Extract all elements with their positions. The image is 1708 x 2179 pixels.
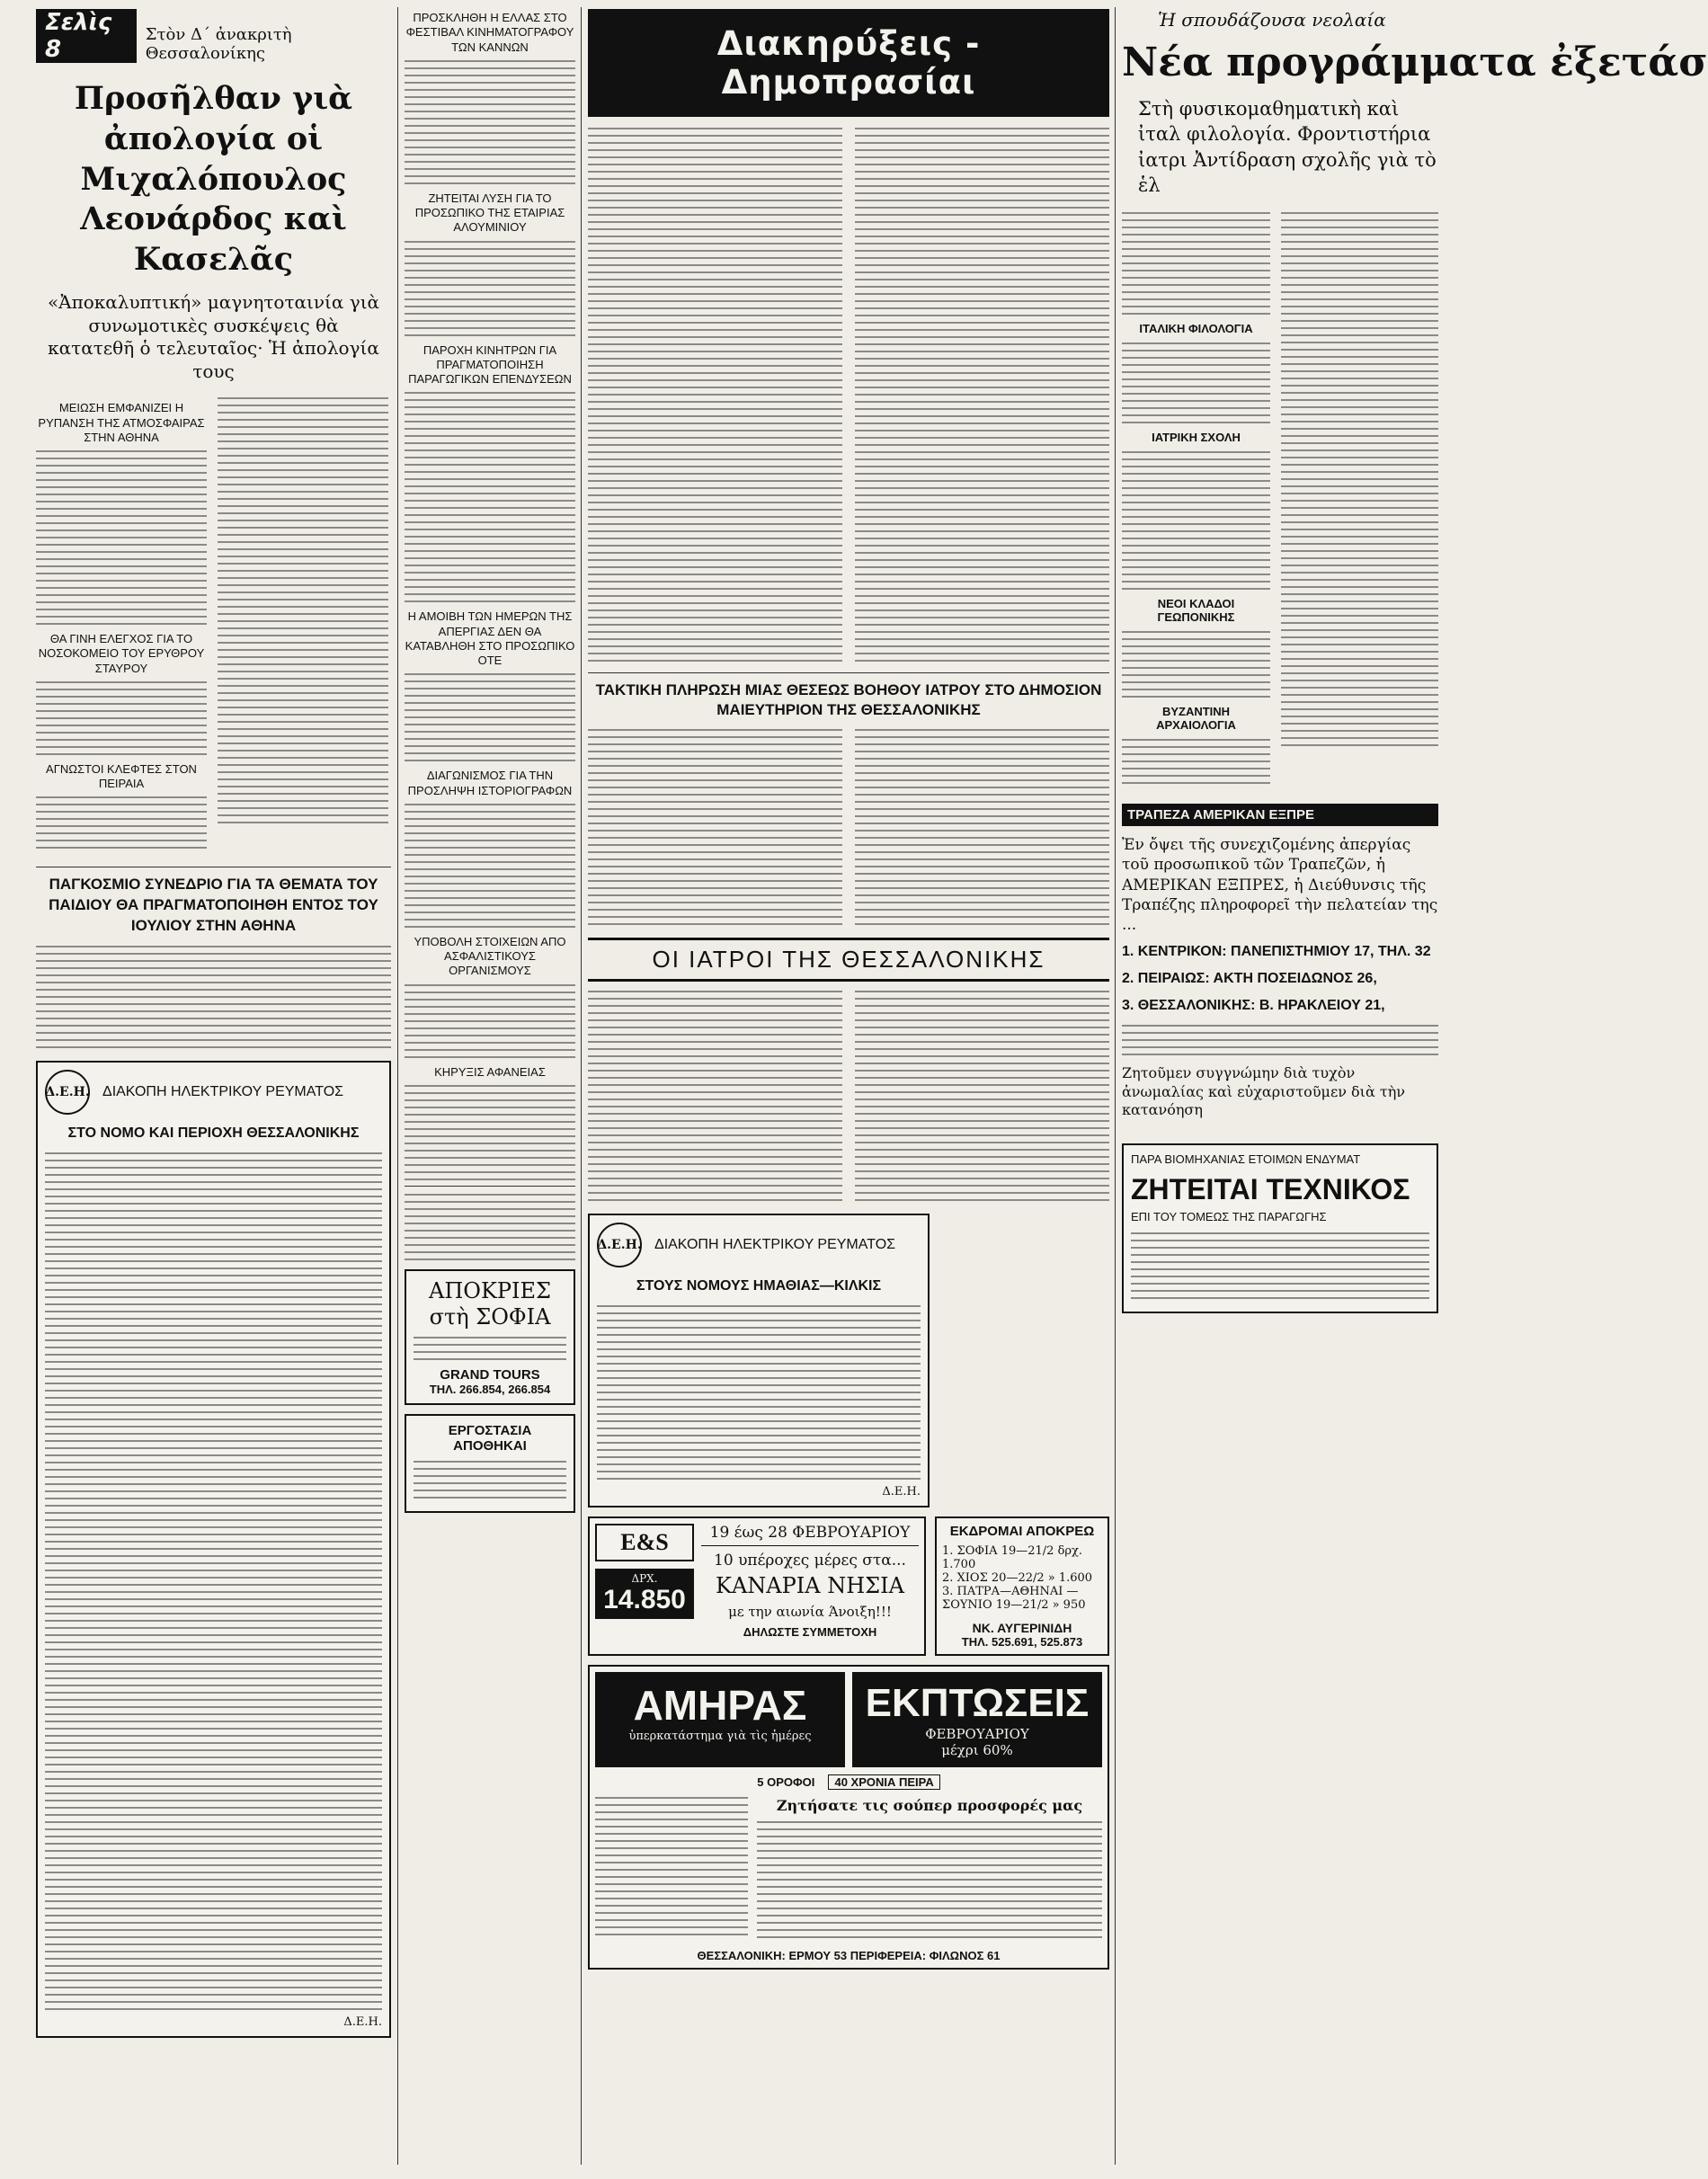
right-headline: Νέα προγράμματα ἐξετάσ <box>1122 40 1708 85</box>
brief-title: ΑΓΝΩΣΤΟΙ ΚΛΕΦΤΕΣ ΣΤΟΝ ΠΕΙΡΑΙΑ <box>46 761 197 791</box>
brief-body <box>36 450 207 625</box>
brief-title: ΠΡΟΣΚΛΗΘΗ Η ΕΛΛΑΣ ΣΤΟ ΦΕΣΤΙΒΑΛ ΚΙΝΗΜΑΤΟΓΡΑΦΟΥ ΤΩΝ ΚΑΝΝΩΝ <box>405 11 574 54</box>
excursion-item: 2. ΧΙΟΣ 20—22/2 » 1.600 <box>942 1571 1093 1586</box>
doctors-banner: ΟΙ ΙΑΤΡΟΙ ΤΗΣ ΘΕΣΣΑΛΟΝΙΚΗΣ <box>588 938 1109 982</box>
lead-headline: Προσῆλθαν γιὰ ἀπολογία οἱ Μιχαλόπουλος Λεονάρδος καὶ Κασελᾶς <box>74 80 353 279</box>
brief-body <box>405 241 575 336</box>
bank-body <box>1122 1025 1438 1055</box>
brief-body <box>405 1085 575 1180</box>
brief-body <box>405 60 575 184</box>
amiras-floors: 5 ΟΡΟΦΟΙ <box>757 1775 815 1790</box>
right-subhead: Στὴ φυσικομαθηματικὴ καὶ ἰταλ φιλολογία. Φροντιστήρια ἰατρι Ἀντίδραση σχολῆς γιὰ τὸ ἑλ <box>1138 98 1437 197</box>
brief-title: ΔΙΑΓΩΝΙΣΜΟΣ ΓΙΑ ΤΗΝ ΠΡΟΣΛΗΨΗ ΙΣΤΟΡΙΟΓΡΑΦΩΝ <box>407 769 573 797</box>
bank-branch: 3. ΘΕΣΣΑΛΟΝΙΚΗΣ: Β. ΗΡΑΚΛΕΙΟΥ 21, <box>1122 997 1385 1013</box>
left-column <box>36 9 391 2171</box>
notice-title: ΣΤΟΥΣ ΝΟΜΟΥΣ ΗΜΑΘΙΑΣ—ΚΙΛΚΙΣ <box>636 1278 882 1294</box>
classifieds-banner: Διακηρύξεις - Δημοπρασίαι <box>588 9 1109 117</box>
technician-title: ΖΗΤΕΙΤΑΙ ΤΕΧΝΙΚΟΣ <box>1131 1173 1410 1206</box>
brief-body <box>405 804 575 928</box>
bank-branch: 1. ΚΕΝΤΡΙΚΟΝ: ΠΑΝΕΠΙΣΤΗΜΙΟΥ 17, ΤΗΛ. 32 <box>1122 943 1431 959</box>
middle-left-column <box>405 9 575 2171</box>
technician-ad <box>1122 1143 1438 1313</box>
technician-kicker: ΠΑΡΑ ΒΙΟΜΗΧΑΝΙΑΣ ΕΤΟΙΜΩΝ ΕΝΔΥΜΑΤ <box>1131 1152 1361 1167</box>
exam-body <box>1122 342 1270 423</box>
exam-body <box>1122 631 1270 698</box>
notice-org: ΔΙΑΚΟΠΗ ΗΛΕΚΤΡΙΚΟΥ ΡΕΥΜΑΤΟΣ <box>102 1084 344 1100</box>
midwife-body <box>588 729 842 930</box>
es-logo-icon: E&S <box>595 1524 694 1561</box>
canary-note: ΔΗΛΩΣΤΕ ΣΥΜΜΕΤΟΧΗ <box>743 1625 877 1640</box>
apokries-title: ΑΠΟΚΡΙΕΣ στὴ ΣΟΦΙΑ <box>429 1277 551 1330</box>
tenders-column <box>588 128 842 667</box>
brief-title: ΘΑ ΓΙΝΗ ΕΛΕΓΧΟΣ ΓΙΑ ΤΟ ΝΟΣΟΚΟΜΕΙΟ ΤΟΥ ΕΡΥΘΡΟΥ ΣΤΑΥΡΟΥ <box>38 632 205 675</box>
section-heading: ΙΤΑΛΙΚΗ ΦΙΛΟΛΟΓΙΑ <box>1139 322 1253 336</box>
sale-upto: μέχρι 60% <box>941 1742 1013 1759</box>
top-line: Στὸν Δ΄ ἀνακριτὴ Θεσσαλονίκης <box>145 25 292 63</box>
sale-title: ΕΚΠΤΩΣΕΙΣ <box>865 1681 1090 1726</box>
brief-title: Η ΑΜΟΙΒΗ ΤΩΝ ΗΜΕΡΩΝ ΤΗΣ ΑΠΕΡΓΙΑΣ ΔΕΝ ΘΑ ΚΑΤΑΒΛΗΘΗ ΣΤΟ ΠΡΟΣΩΠΙΚΟ ΟΤΕ <box>405 609 575 667</box>
doctors-list <box>855 991 1109 1206</box>
technician-sub: ΕΠΙ ΤΟΥ ΤΟΜΕΩΣ ΤΗΣ ΠΑΡΑΓΩΓΗΣ <box>1131 1210 1327 1224</box>
excursion-item: 3. ΠΑΤΡΑ—ΑΘΗΝΑΙ —ΣΟΥΝΙΟ 19—21/2 » 950 <box>942 1585 1086 1613</box>
brief-title: ΖΗΤΕΙΤΑΙ ΛΥΣΗ ΓΙΑ ΤΟ ΠΡΟΣΩΠΙΚΟ ΤΗΣ ΕΤΑΙΡΙΑΣ ΑΛΟΥΜΙΝΙΟΥ <box>414 191 565 235</box>
notice-signature: Δ.Ε.Η. <box>882 1485 921 1499</box>
lead-body <box>218 397 388 823</box>
notice-body <box>597 1305 921 1480</box>
excursions-tel: ΤΗΛ. 525.691, 525.873 <box>961 1635 1083 1650</box>
brief-title: ΜΕΙΩΣΗ ΕΜΦΑΝΙΖΕΙ Η ΡΥΠΑΝΣΗ ΤΗΣ ΑΤΜΟΣΦΑΙΡΑΣ ΣΤΗΝ ΑΘΗΝΑ <box>38 401 205 444</box>
amiras-address: ΘΕΣΣΑΛΟΝΙΚΗ: ΕΡΜΟΥ 53 ΠΕΡΙΦΕΡΕΙΑ: ΦΙΛΩΝΟΣ 61 <box>697 1949 1001 1963</box>
amiras-years: 40 ΧΡΟΝΙΑ ΠΕΙΡΑ <box>828 1774 939 1790</box>
brief-body <box>405 673 575 761</box>
bank-branch: 2. ΠΕΙΡΑΙΩΣ: ΑΚΤΗ ΠΟΣΕΙΔΩΝΟΣ 26, <box>1122 970 1377 986</box>
bank-intro: Ἐν ὄψει τῆς συνεχιζομένης ἀπεργίας τοῦ προσωπικοῦ τῶν Τραπεζῶν, ἡ ΑΜΕΡΙΚΑΝ ΕΞΠΡΕΣ, ἡ Διεύθυνσις τῆς Τραπέζης πληροφορεῖ τὴν πελατείαν της ... <box>1122 836 1438 934</box>
brief-body <box>36 681 207 755</box>
midwife-body <box>855 729 1109 930</box>
section-heading: ΝΕΟΙ ΚΛΑΔΟΙ ΓΕΩΠΟΝΙΚΗΣ <box>1157 597 1235 625</box>
tenders-column <box>855 128 1109 667</box>
congress-body <box>36 946 391 1048</box>
classified-block <box>405 1186 575 1260</box>
sale-month: ΦΕΒΡΟΥΑΡΙΟΥ <box>925 1726 1029 1743</box>
canary-islands-ad <box>588 1516 926 1656</box>
price: 14.850 <box>603 1585 686 1615</box>
price-label: ΔΡΧ. <box>631 1572 658 1586</box>
brief-title: ΠΑΡΟΧΗ ΚΙΝΗΤΡΩΝ ΓΙΑ ΠΡΑΓΜΑΤΟΠΟΙΗΣΗ ΠΑΡΑΓΩΓΙΚΩΝ ΕΠΕΝΔΥΣΕΩΝ <box>408 342 572 386</box>
doctors-list <box>588 991 842 1206</box>
canary-line3: με την αιωνία Άνοιξη!!! <box>728 1604 892 1621</box>
canary-line1: 10 υπέροχες μέρες στα... <box>714 1552 906 1570</box>
exam-body <box>1281 212 1438 789</box>
amiras-ad <box>588 1665 1109 1970</box>
apokries-ad <box>405 1269 575 1406</box>
right-column <box>1122 9 1708 2171</box>
lead-subhead: «Ἀποκαλυπτική» μαγνητοταινία γιὰ συνωμοτικὲς συσκέψεις θὰ κατατεθῆ ὁ τελευταῖος· Ἡ ἀπολογία τους <box>47 290 380 382</box>
brief-title: ΥΠΟΒΟΛΗ ΣΤΟΙΧΕΙΩΝ ΑΠΟ ΑΣΦΑΛΙΣΤΙΚΟΥΣ ΟΡΓΑΝΙΣΜΟΥΣ <box>414 934 566 978</box>
bank-outro: Ζητοῦμεν συγγνώμην διὰ τυχὸν ἀνωμαλίας καὶ εὐχαριστοῦμεν διὰ τὴν κατανόηση <box>1122 1063 1405 1119</box>
classifieds-section <box>588 9 1109 2171</box>
section-heading: ΙΑΤΡΙΚΗ ΣΧΟΛΗ <box>1152 431 1241 445</box>
page-label: Σελὶς 8 <box>36 9 137 63</box>
apokries-brand: GRAND TOURS <box>440 1367 540 1383</box>
departments-list <box>595 1797 748 1943</box>
exam-body <box>1122 739 1270 784</box>
amiras-search: Ζητήσατε τις σούπερ προσφορές μας <box>776 1797 1083 1815</box>
right-tag: Ἡ σπουδάζουσα νεολαία <box>1158 9 1386 31</box>
bank-banner: ΤΡΑΠΕΖΑ ΑΜΕΡΙΚΑΝ ΕΞΠΡΕ <box>1122 804 1438 826</box>
notice-body <box>45 1152 382 2010</box>
job-ad <box>405 1414 575 1513</box>
excursions-title: ΕΚΔΡΟΜΑΙ ΑΠΟΚΡΕΩ <box>949 1524 1095 1540</box>
excursions-ad <box>935 1516 1109 1656</box>
congress-headline: ΠΑΓΚΟΣΜΙΟ ΣΥΝΕΔΡΙΟ ΓΙΑ ΤΑ ΘΕΜΑΤΑ ΤΟΥ ΠΑΙΔΙΟΥ ΘΑ ΠΡΑΓΜΑΤΟΠΟΙΗΘΗ ΕΝΤΟΣ ΤΟΥ ΙΟΥΛΙΟΥ ΣΤΗΝ ΑΘΗΝΑ <box>36 867 391 937</box>
brief-body <box>36 796 207 849</box>
notice-title: ΣΤΟ ΝΟΜΟ ΚΑΙ ΠΕΡΙΟΧΗ ΘΕΣΣΑΛΟΝΙΚΗΣ <box>67 1125 360 1142</box>
excursions-agent: ΝΚ. ΑΥΓΕΡΙΝΙΔΗ <box>972 1621 1072 1636</box>
offers-list <box>757 1821 1102 1938</box>
power-outage-notice-imathia <box>588 1214 930 1508</box>
brief-title: ΚΗΡΥΞΙΣ ΑΦΑΝΕΙΑΣ <box>434 1064 546 1079</box>
dei-logo-icon: Δ.Ε.Η. <box>45 1070 90 1115</box>
amiras-subtitle: ὑπερκατάστημα γιὰ τὶς ἡμέρες <box>628 1730 812 1744</box>
exam-body <box>1122 451 1270 590</box>
technician-body <box>1131 1232 1429 1299</box>
dei-logo-icon: Δ.Ε.Η. <box>597 1223 642 1267</box>
apokries-tel: ΤΗΛ. 266.854, 266.854 <box>429 1383 551 1397</box>
amiras-brand: ΑΜΗΡΑΣ <box>633 1682 807 1730</box>
power-outage-notice <box>36 1061 391 2038</box>
brief-body <box>405 392 575 602</box>
canary-dates: 19 έως 28 ΦΕΒΡΟΥΑΡΙΟΥ <box>701 1524 919 1546</box>
midwife-headline: ΤΑΚΤΙΚΗ ΠΛΗΡΩΣΗ ΜΙΑΣ ΘΕΣΕΩΣ ΒΟΗΘΟΥ ΙΑΤΡΟΥ ΣΤΟ ΔΗΜΟΣΙΟΝ ΜΑΙΕΥΤΗΡΙΟΝ ΤΗΣ ΘΕΣΣΑΛΟΝΙΚΗΣ <box>588 672 1109 720</box>
canary-line2: ΚΑΝΑΡΙΑ ΝΗΣΙΑ <box>716 1573 904 1599</box>
brief-body <box>405 984 575 1058</box>
job-ad-title: ΕΡΓΟΣΤΑΣΙΑ ΑΠΟΘΗΚΑΙ <box>448 1423 532 1454</box>
section-heading: ΒΥΖΑΝΤΙΝΗ ΑΡΧΑΙΟΛΟΓΙΑ <box>1156 705 1236 733</box>
excursion-item: 1. ΣΟΦΙΑ 19—21/2 δρχ. 1.700 <box>942 1544 1083 1572</box>
notice-signature: Δ.Ε.Η. <box>343 2015 382 2030</box>
exam-body <box>1122 212 1270 315</box>
notice-org: ΔΙΑΚΟΠΗ ΗΛΕΚΤΡΙΚΟΥ ΡΕΥΜΑΤΟΣ <box>654 1237 896 1253</box>
